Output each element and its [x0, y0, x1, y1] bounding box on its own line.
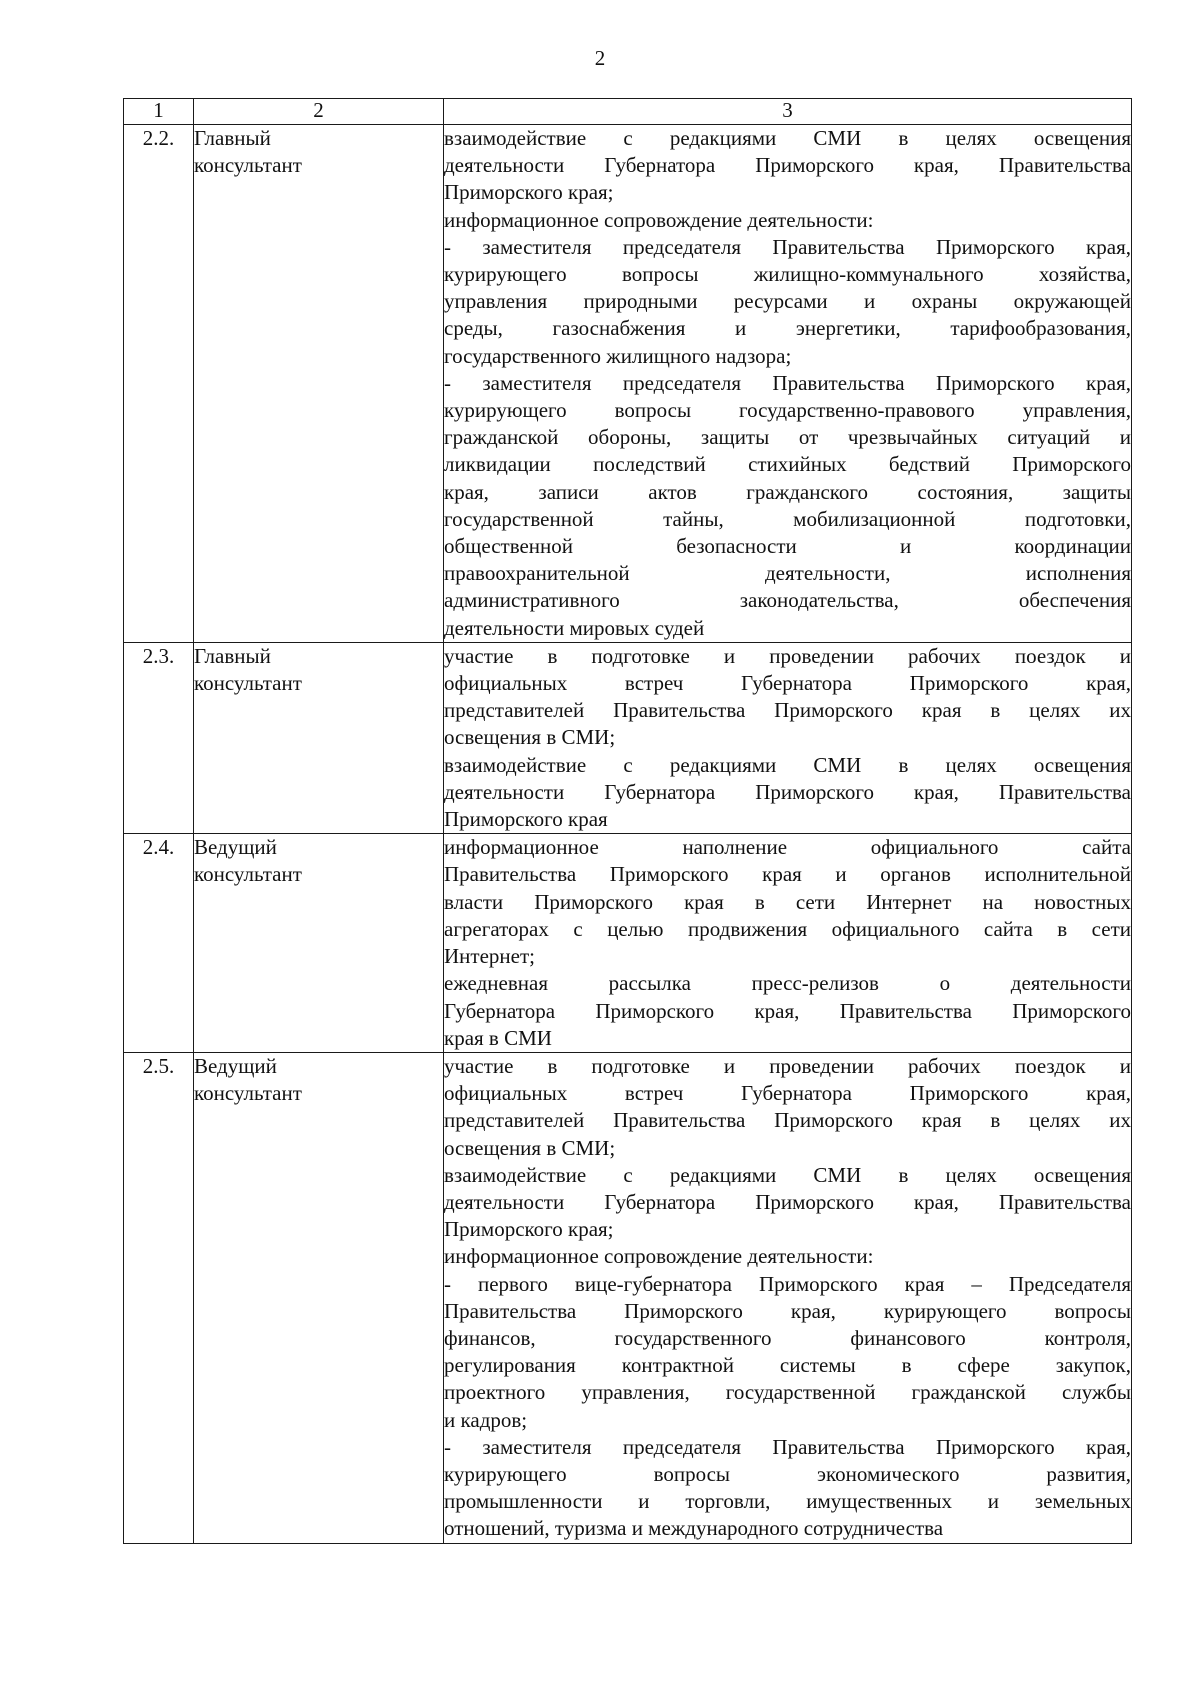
duty-text-line: края в СМИ — [444, 1025, 552, 1050]
duty-text-line: административного законодательства, обеспечения — [444, 588, 1131, 613]
duty-text-line: среды, газоснабжения и энергетики, тарифообразования, — [444, 316, 1131, 341]
duty-text-line: Интернет; — [444, 944, 535, 969]
duty-text-line: управления природными ресурсами и охраны окружающей — [444, 289, 1131, 314]
duty-text-line: государственного жилищного надзора; — [444, 343, 792, 368]
duty-text-line: власти Приморского края в сети Интернет на новостных — [444, 889, 1131, 914]
position-cell — [194, 834, 444, 1053]
duty-text-line: официальных встреч Губернатора Приморского края, — [444, 1081, 1131, 1106]
duties-cell — [444, 642, 1132, 833]
position-title-line: консультант — [194, 153, 302, 178]
positions-table — [123, 98, 1132, 1544]
duty-text-line: - заместителя председателя Правительства Приморского края, — [444, 370, 1131, 395]
duty-text-line: деятельности мировых судей — [444, 615, 705, 640]
duty-text-line: участие в подготовке и проведении рабочих поездок и — [444, 1053, 1131, 1078]
duty-text-line: официальных встреч Губернатора Приморского края, — [444, 671, 1131, 696]
table-row — [124, 642, 1132, 833]
duty-text-line: проектного управления, государственной гражданской службы — [444, 1380, 1131, 1405]
position-cell — [194, 125, 444, 643]
duty-text-line: взаимодействие с редакциями СМИ в целях освещения — [444, 752, 1131, 777]
duty-text-line: гражданской обороны, защиты от чрезвычайных ситуаций и — [444, 425, 1131, 450]
duty-text-line: деятельности Губернатора Приморского края, Правительства — [444, 1189, 1131, 1214]
position-title-line: консультант — [194, 862, 302, 887]
row-number: 2.3. — [124, 642, 194, 833]
table-row — [124, 125, 1132, 643]
duty-text-line: правоохранительной деятельности, исполнения — [444, 561, 1131, 586]
duty-text-line: взаимодействие с редакциями СМИ в целях освещения — [444, 126, 1131, 150]
duty-text-line: информационное наполнение официального сайта — [444, 835, 1131, 860]
table-header-row — [124, 99, 1132, 125]
duties-cell — [444, 125, 1132, 643]
duty-text-line: - первого вице-губернатора Приморского края – Председателя — [444, 1271, 1131, 1296]
duties-cell — [444, 834, 1132, 1053]
duty-text-line: представителей Правительства Приморского края в целях их — [444, 698, 1131, 723]
duty-text-line: деятельности Губернатора Приморского края, Правительства — [444, 153, 1131, 178]
duty-text-line: Правительства Приморского края, курирующего вопросы — [444, 1298, 1131, 1323]
duty-text-line: курирующего вопросы жилищно-коммунального хозяйства, — [444, 262, 1131, 287]
duty-text-line: освещения в СМИ; — [444, 725, 616, 750]
column-header-position: 2 — [194, 99, 444, 125]
duty-text-line: - заместителя председателя Правительства Приморского края, — [444, 1434, 1131, 1459]
duty-text-line: взаимодействие с редакциями СМИ в целях освещения — [444, 1162, 1131, 1187]
row-number: 2.4. — [124, 834, 194, 1053]
duty-text-line: агрегаторах с целью продвижения официального сайта в сети — [444, 916, 1131, 941]
position-title-line: консультант — [194, 1081, 302, 1106]
column-header-number: 1 — [124, 99, 194, 125]
table-row — [124, 1052, 1132, 1543]
duty-text-line: финансов, государственного финансового контроля, — [444, 1325, 1131, 1350]
duty-text-line: регулирования контрактной системы в сфере закупок, — [444, 1353, 1131, 1378]
duty-text-line: общественной безопасности и координации — [444, 534, 1131, 559]
duty-text-line: Приморского края; — [444, 180, 614, 205]
duty-text-line: - заместителя председателя Правительства Приморского края, — [444, 234, 1131, 259]
duty-text-line: курирующего вопросы государственно-правового управления, — [444, 398, 1131, 423]
row-number: 2.5. — [124, 1052, 194, 1543]
duty-text-line: представителей Правительства Приморского края в целях их — [444, 1108, 1131, 1133]
duty-text-line: и кадров; — [444, 1407, 528, 1432]
position-cell — [194, 642, 444, 833]
position-cell — [194, 1052, 444, 1543]
duty-text-line: деятельности Губернатора Приморского края, Правительства — [444, 779, 1131, 804]
duty-text-line: ежедневная рассылка пресс-релизов о деятельности — [444, 971, 1131, 996]
page-number: 2 — [594, 46, 606, 70]
position-title-line: Ведущий — [194, 1053, 277, 1078]
duty-text-line: участие в подготовке и проведении рабочих поездок и — [444, 643, 1131, 668]
duty-text-line: курирующего вопросы экономического развития, — [444, 1461, 1131, 1486]
duty-text-line: Приморского края; — [444, 1217, 614, 1242]
table-row — [124, 834, 1132, 1053]
position-title-line: Главный — [194, 126, 271, 150]
position-title-line: Ведущий — [194, 835, 277, 860]
duty-text-line: информационное сопровождение деятельности: — [444, 207, 874, 232]
position-title-line: консультант — [194, 671, 302, 696]
duty-text-line: края, записи актов гражданского состояния, защиты — [444, 479, 1131, 504]
duty-text-line: информационное сопровождение деятельности: — [444, 1244, 874, 1269]
duty-text-line: государственной тайны, мобилизационной подготовки, — [444, 506, 1131, 531]
duty-text-line: освещения в СМИ; — [444, 1135, 616, 1160]
duty-text-line: Приморского края — [444, 807, 608, 832]
column-header-duties: 3 — [444, 99, 1132, 125]
duty-text-line: Губернатора Приморского края, Правительства Приморского — [444, 998, 1131, 1023]
duty-text-line: отношений, туризма и международного сотрудничества — [444, 1516, 944, 1541]
duty-text-line: Правительства Приморского края и органов исполнительной — [444, 862, 1131, 887]
row-number: 2.2. — [124, 125, 194, 643]
duty-text-line: промышленности и торговли, имущественных и земельных — [444, 1489, 1131, 1514]
duties-cell — [444, 1052, 1132, 1543]
position-title-line: Главный — [194, 643, 271, 668]
duty-text-line: ликвидации последствий стихийных бедствий Приморского — [444, 452, 1131, 477]
